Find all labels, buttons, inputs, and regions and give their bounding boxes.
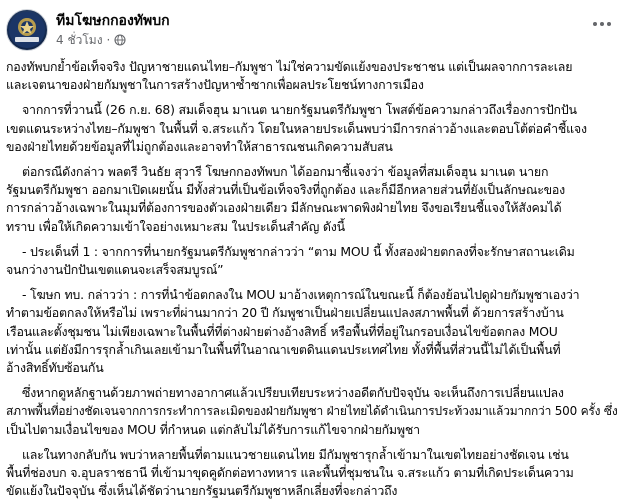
post-text-line: เท่านั้น แต่ยังมีการรุกล้ำเกินเลยเข้ามาในพื้นที่ในอาณาเขตดินแดนประเทศไทย ทั้งที่พื้นที่ส่วนนี้ไม่ได้เป็นพื้นที่ [6,341,561,357]
post-header [6,8,618,52]
globe-icon [114,34,126,46]
post-text-line: เขตแดนระหว่างไทย–กัมพูชา ในพื้นที่ จ.สระแก้ว โดยในหลายประเด็นพบว่ามีการกล่าวอ้างและตอบโต้ต่อคำชี้แจง [6,120,587,136]
post-paragraph [6,243,618,279]
post-text-line: จากการที่วานนี้ (26 ก.ย. 68) สมเด็จฮุน มาเนต นายกรัฐมนตรีกัมพูชา โพสต์ข้อความกล่าวถึงเรื่องการปักปัน [22,102,577,118]
post-text-line: เป็นไปตามเงื่อนไขของ MOU ที่กำหนด แต่กลับไม่ได้รับการแก้ไขจากฝ่ายกัมพูชา [6,421,420,437]
post-text-line: จนกว่างานปักปันเขตแดนจะเสร็จสมบูรณ์” [6,262,224,278]
post-paragraph [6,286,618,377]
post-text-line: กองทัพบกย้ำข้อเท็จจริง ปัญหาชายแดนไทย–กัมพูชา ไม่ใช่ความขัดแย้งของประชาชน แต่เป็นผลจากการละเลย [6,59,573,74]
separator: · [106,33,111,47]
post-text-line: ทราบ เพื่อให้เกิดความเข้าใจอย่างเหมาะสม ในประเด็นสำคัญ ดังนี้ [6,218,345,234]
post-text-line: ทำตามข้อตกลงให้หรือไม่ เพราะที่ผ่านมากว่า 20 ปี กัมพูชาเป็นฝ่ายเปลี่ยนแปลงสภาพพื้นที่ ด้วยการสร้างบ้าน [6,305,564,321]
post-text-line: ซึ่งหากดูหลักฐานด้วยภาพถ่ายทางอากาศแล้วเปรียบเทียบระหว่างอดีตกับปัจจุบัน จะเห็นถึงการเปลี่ยนแปลง [22,385,564,401]
post-text-line: รัฐมนตรีกัมพูชา ออกมาเปิดเผยนั้น มีทั้งส่วนที่เป็นข้อเท็จจริงที่ถูกต้อง และก็มีอีกหลายส่วนที่ยังเป็นลักษณะของ [6,182,566,198]
post-text-line: การกล่าวอ้างเฉพาะในมุมที่ต้องการของตัวเองฝ่ายเดียว มีลักษณะพาดพิงฝ่ายไทย จึงขอเรียนชี้แจงให้สังคมได้ [6,200,562,216]
post-paragraph [6,101,618,156]
post-text-line: และในทางกลับกัน พบว่าหลายพื้นที่ตามแนวชายแดนไทย มีกัมพูชารุกล้ำเข้ามาในเขตไทยอย่างชัดเจน เช่น [22,446,569,462]
page-name[interactable]: ทีมโฆษกกองทัพบก [56,13,170,29]
post-time[interactable]: 4 ชั่วโมง [56,33,103,47]
more-options-icon[interactable] [588,10,616,38]
army-logo-icon[interactable] [6,9,48,51]
post-paragraph [6,163,618,236]
post-text-line: - ประเด็นที่ 1 : จากการที่นายกรัฐมนตรีกัมพูชากล่าวว่า “ตาม MOU นี้ ทั้งสองฝ่ายตกลงที่จะรักษาสถานะเดิม [22,243,575,259]
post-paragraph [6,384,618,439]
post-meta [56,12,170,48]
post-text-line: ของฝ่ายไทยด้วยข้อมูลที่ไม่ถูกต้องและอาจทำให้สาธารณชนเกิดความสับสน [6,138,393,154]
post-text-line: พื้นที่ช่องบก จ.อุบลราชธานี ที่เข้ามาขุดคูดักต่อทางทหาร และพื้นที่ชุมชนใน จ.สระแก้ว ตามที่เกิดประเด็นความ [6,465,574,481]
post-text-line: อ้างสิทธิ์ทับซ้อนกัน [6,360,104,376]
post-content [6,58,618,500]
post-text-line: และเจตนาของฝ่ายกัมพูชาในการสร้างปัญหาซ้ำซากเพื่อผลประโยชน์ทางการเมือง [6,77,424,93]
post-paragraph [6,446,618,500]
post-text-line: ต่อกรณีดังกล่าว พลตรี วินธัย สุวารี โฆษกกองทัพบก ได้ออกมาชี้แจงว่า ข้อมูลที่สมเด็จฮุน มาเนต นายก [22,164,549,180]
post-paragraph [6,58,618,94]
post-text-line: - โฆษก ทบ. กล่าวว่า : การที่นำข้อตกลงใน MOU มาอ้างเหตุการณ์ในขณะนี้ ก็ต้องย้อนไปดูฝ่ายกัมพูชาเองว่า [22,287,580,303]
post-text-line: เรือนและตั้งชุมชน ไม่เพียงเฉพาะในพื้นที่ที่ต่างฝ่ายต่างอ้างสิทธิ์ หรือพื้นที่ที่อยู่ในกรอบเงื่อนไขข้อตกลง MOU [6,323,558,339]
post-subline [56,32,170,48]
post-text-line: สภาพพื้นที่อย่างชัดเจนจากการกระทำการละเมิดของฝ่ายกัมพูชา ฝ่ายไทยได้ดำเนินการประท้วงมาแล้วมากกว่า 500 ครั้ง ซึ่ง [6,404,618,419]
post-text-line: ขัดแย้งในปัจจุบัน ซึ่งเห็นได้ชัดว่านายกรัฐมนตรีกัมพูชาหลีกเลี่ยงที่จะกล่าวถึง [6,483,398,499]
